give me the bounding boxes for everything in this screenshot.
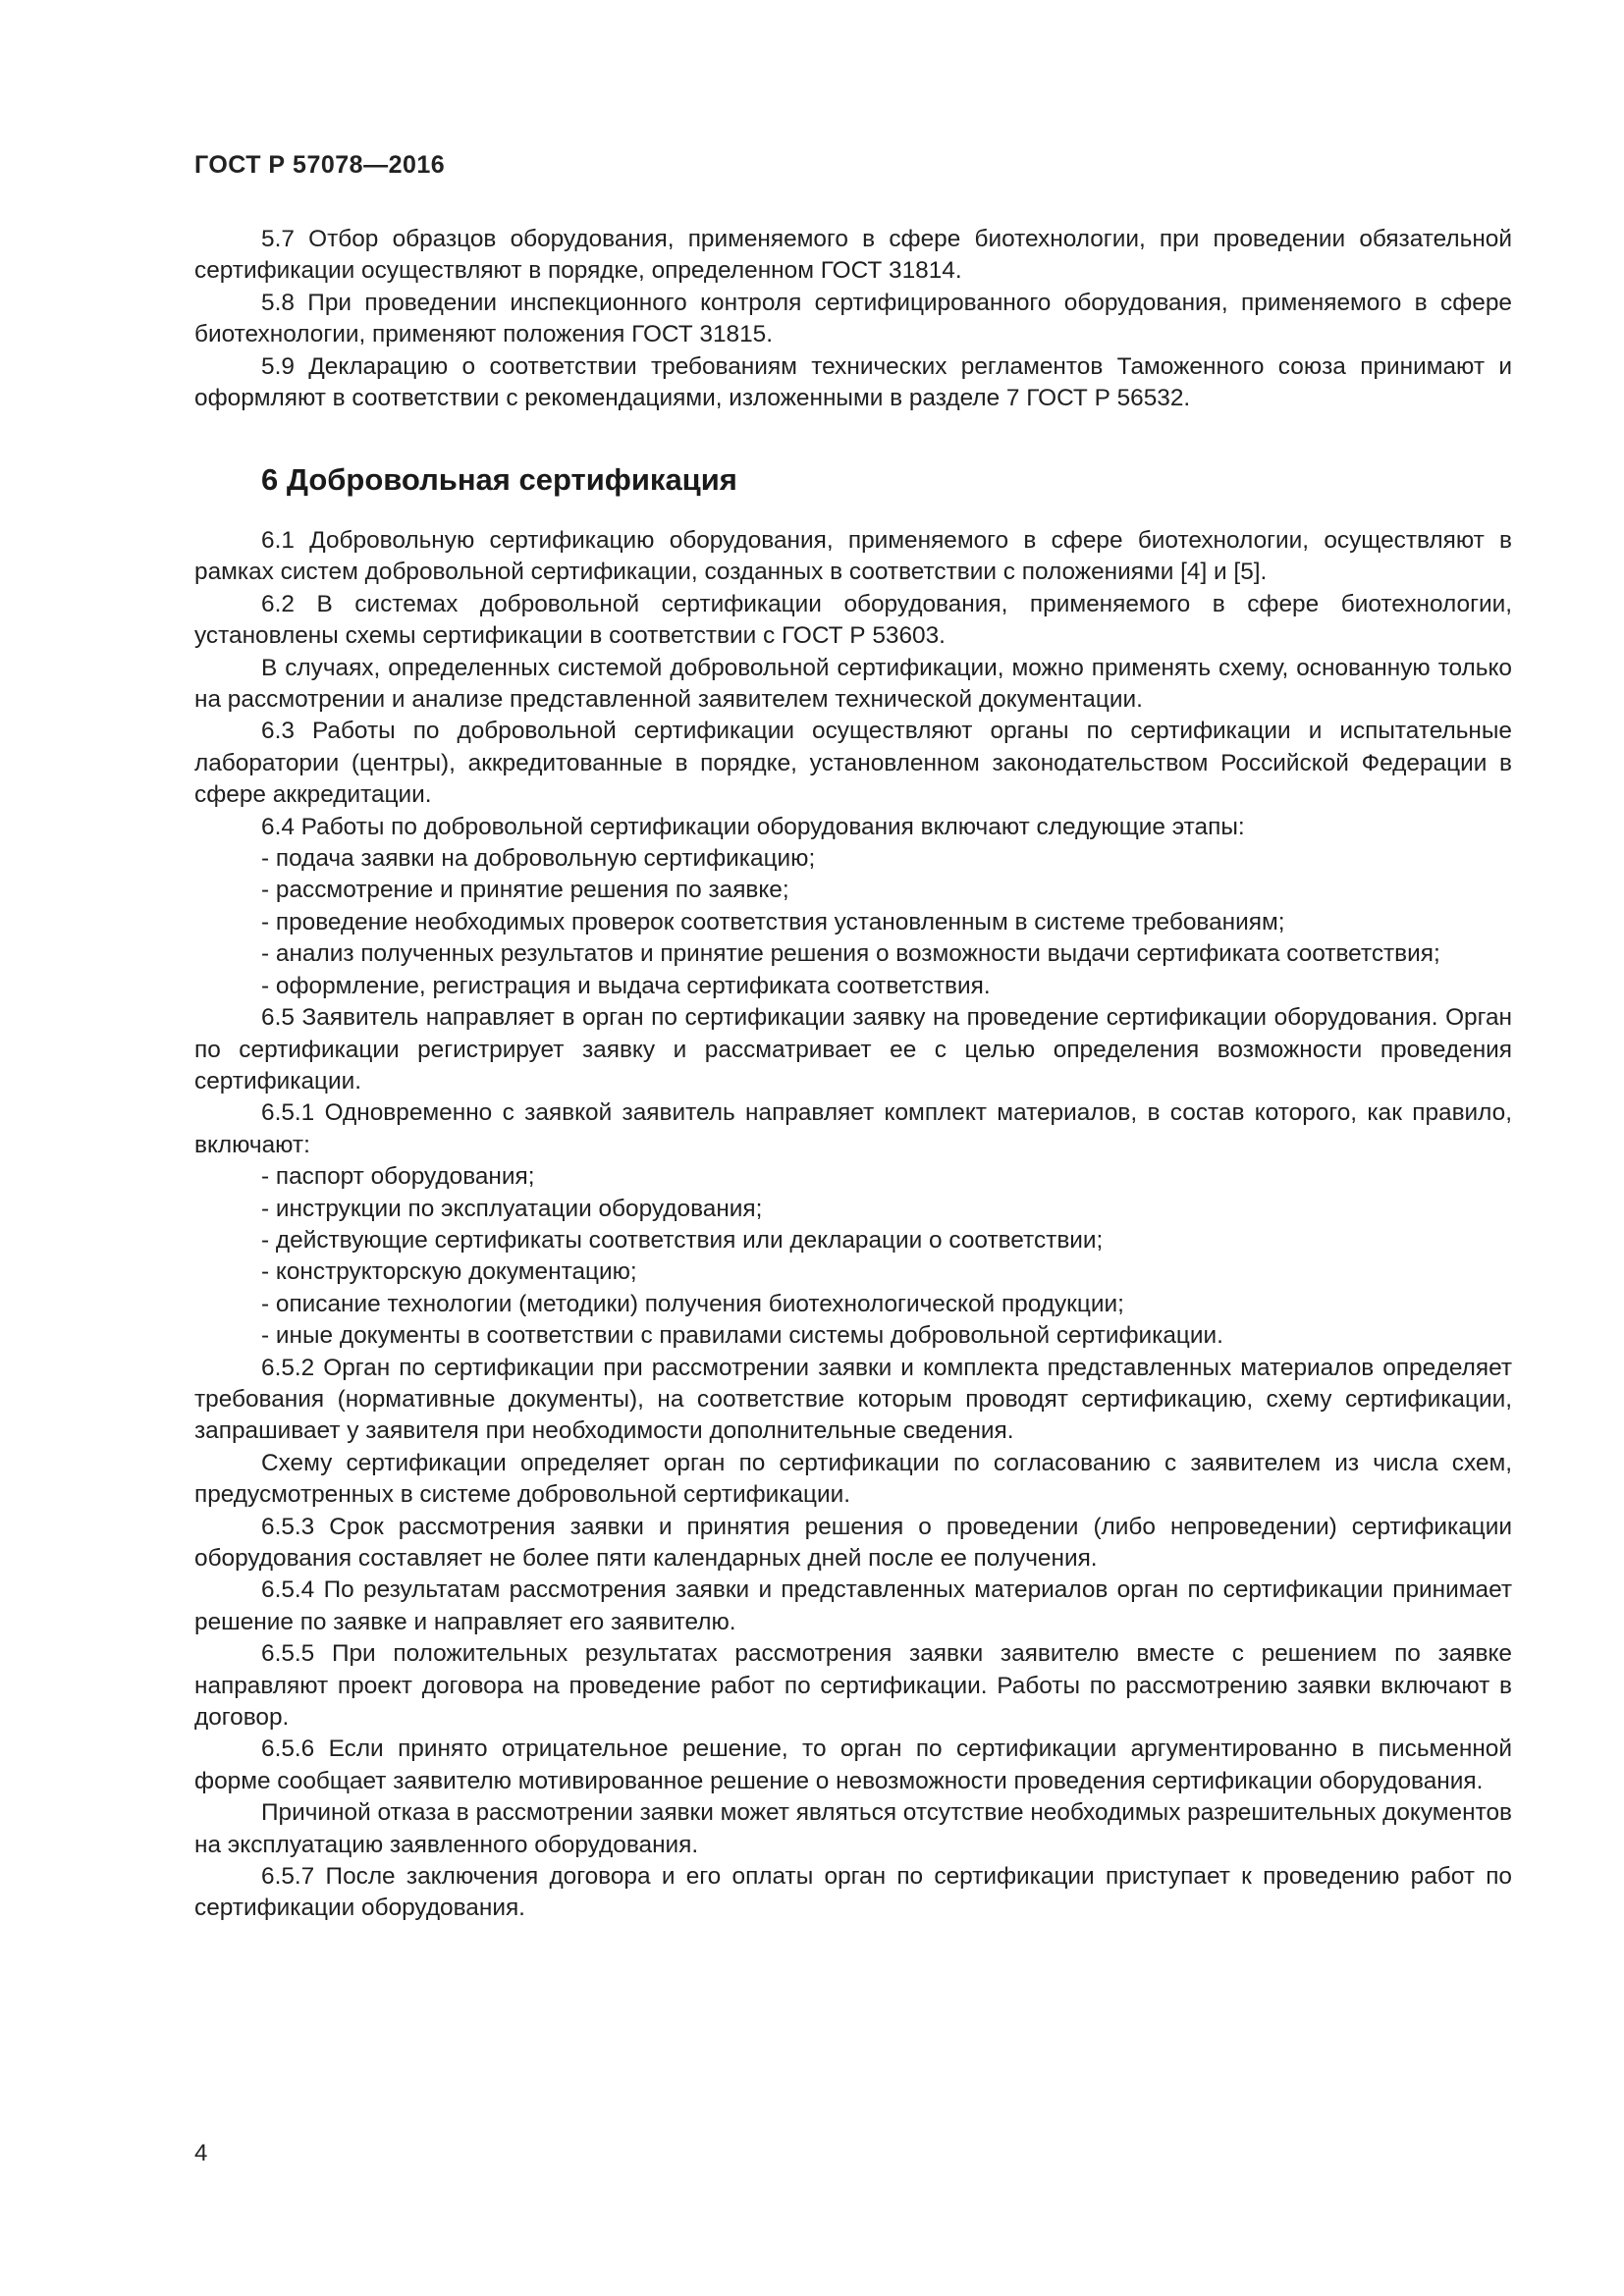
list-item: - проведение необходимых проверок соответствия установленным в системе требованиям; (261, 908, 1285, 935)
list-item: - рассмотрение и принятие решения по заявке; (261, 877, 789, 904)
section-6-text (194, 525, 1512, 1925)
paragraph-6-5-2: 6.5.2 Орган по сертификации при рассмотрении заявки и комплекта представленных материалов определяет требования (нормативные документы), на соответствие которым проводят сертификацию, схему сертификации, запрашивает у заявителя при необходимости дополнительные сведения. (194, 1354, 1512, 1445)
list-item: - паспорт оборудования; (261, 1163, 535, 1191)
list-item: - инструкции по эксплуатации оборудования; (261, 1195, 763, 1222)
paragraph-6-5-3: 6.5.3 Срок рассмотрения заявки и принятия решения о проведении (либо непроведении) сертификации оборудования составляет не более пяти календарных дней после ее получения. (194, 1513, 1512, 1572)
paragraph-6-5-6-note: Причиной отказа в рассмотрении заявки может являться отсутствие необходимых разрешительных документов на эксплуатацию заявленного оборудования. (194, 1799, 1512, 1858)
paragraph-6-5-5: 6.5.5 При положительных результатах рассмотрения заявки заявителю вместе с решением по заявке направляют проект договора на проведение работ по сертификации. Работы по рассмотрению заявки включают в договор. (194, 1640, 1512, 1732)
paragraph-5-8: 5.8 При проведении инспекционного контроля сертифицированного оборудования, применяемого в сфере биотехнологии, применяют положения ГОСТ 31815. (194, 289, 1512, 348)
paragraph-6-5-4: 6.5.4 По результатам рассмотрения заявки и представленных материалов орган по сертификации принимает решение по заявке и направляет его заявителю. (194, 1576, 1512, 1635)
page-number: 4 (194, 2140, 208, 2166)
paragraph-6-5: 6.5 Заявитель направляет в орган по сертификации заявку на проведение сертификации оборудования. Орган по сертификации регистрирует заявку и рассматривает ее с целью определения возможности проведения сертификации. (194, 1004, 1512, 1095)
paragraph-6-2: 6.2 В системах добровольной сертификации оборудования, применяемого в сфере биотехнологии, установлены схемы сертификации в соответствии с ГОСТ Р 53603. (194, 590, 1512, 650)
section-6-heading: 6 Добровольная сертификация (261, 462, 737, 497)
standard-code-header: ГОСТ Р 57078—2016 (194, 151, 446, 179)
list-item: - конструкторскую документацию; (261, 1258, 637, 1286)
paragraph-6-3: 6.3 Работы по добровольной сертификации осуществляют органы по сертификации и испытательные лаборатории (центры), аккредитованные в порядке, установленном законодательством Российской Федерации в сфере аккредитации. (194, 718, 1512, 809)
list-item: - оформление, регистрация и выдача сертификата соответствия. (261, 972, 991, 999)
paragraph-6-5-2-note: Схему сертификации определяет орган по сертификации по согласованию с заявителем из числа схем, предусмотренных в системе добровольной сертификации. (194, 1449, 1512, 1509)
paragraph-5-7: 5.7 Отбор образцов оборудования, применяемого в сфере биотехнологии, при проведении обязательной сертификации осуществляют в порядке, определенном ГОСТ 31814. (194, 226, 1512, 285)
paragraph-6-5-6: 6.5.6 Если принято отрицательное решение, то орган по сертификации аргументированно в письменной форме сообщает заявителю мотивированное решение о невозможности проведения сертификации оборудования. (194, 1735, 1512, 1794)
paragraph-6-1: 6.1 Добровольную сертификацию оборудования, применяемого в сфере биотехнологии, осуществляют в рамках систем добровольной сертификации, созданных в соответствии с положениями [4] и [5]. (194, 527, 1512, 586)
paragraph-5-9: 5.9 Декларацию о соответствии требованиям технических регламентов Таможенного союза принимают и оформляют в соответствии с рекомендациями, изложенными в разделе 7 ГОСТ Р 56532. (194, 352, 1512, 412)
list-item: - анализ полученных результатов и принятие решения о возможности выдачи сертификата соответствия; (261, 940, 1440, 968)
list-item: - иные документы в соответствии с правилами системы добровольной сертификации. (261, 1322, 1223, 1350)
paragraph-6-4: 6.4 Работы по добровольной сертификации оборудования включают следующие этапы: (261, 813, 1245, 840)
list-item: - подача заявки на добровольную сертификацию; (261, 845, 816, 873)
list-item: - описание технологии (методики) получения биотехнологической продукции; (261, 1290, 1124, 1317)
list-item: - действующие сертификаты соответствия или декларации о соответствии; (261, 1226, 1104, 1254)
paragraph-6-2-note: В случаях, определенных системой добровольной сертификации, можно применять схему, основанную только на рассмотрении и анализе представленной заявителем технической документации. (194, 654, 1512, 714)
paragraph-6-5-1: 6.5.1 Одновременно с заявкой заявитель направляет комплект материалов, в состав которого, как правило, включают: (194, 1099, 1512, 1158)
paragraph-6-5-7: 6.5.7 После заключения договора и его оплаты орган по сертификации приступает к проведению работ по сертификации оборудования. (194, 1863, 1512, 1922)
section-5-text (194, 224, 1512, 414)
